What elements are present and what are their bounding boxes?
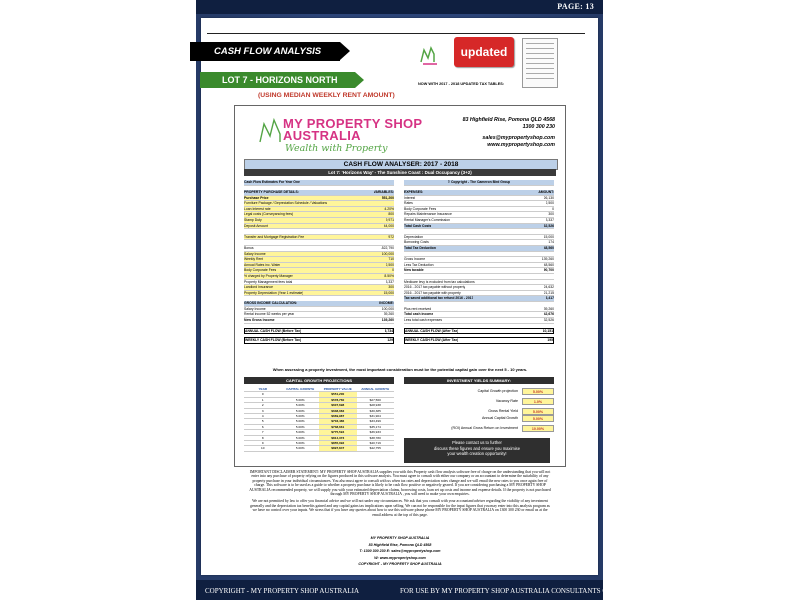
row-label: Rental income 52 weeks per year xyxy=(244,312,295,317)
phone: 1300 300 230 xyxy=(522,123,555,130)
yield-value: 5.00% xyxy=(522,388,554,395)
growth-cell: 5.00% xyxy=(295,435,305,440)
weekly-cash-flow-before-tax xyxy=(244,337,394,344)
growth-cell: 5.00% xyxy=(295,419,305,424)
left-margin xyxy=(0,0,196,600)
lot-subtitle: (USING MEDIAN WEEKLY RENT AMOUNT) xyxy=(258,92,395,99)
growth-cell: 5.00% xyxy=(295,413,305,418)
growth-title: CAPITAL GROWTH PROJECTIONS xyxy=(244,377,394,384)
row-label: Borrowing Costs xyxy=(404,240,429,245)
growth-cell: $42,755 xyxy=(369,446,381,451)
growth-cell: $36,933 xyxy=(369,430,381,435)
growth-cell: 6 xyxy=(261,424,264,429)
row-label: Weekly Rent xyxy=(244,257,264,262)
row-value: 129 xyxy=(387,338,393,343)
header-cell: INCOME: xyxy=(379,301,394,306)
row-value: 8.50% xyxy=(384,273,394,278)
copyright-label-col xyxy=(404,180,554,186)
row-value: 195 xyxy=(547,338,553,343)
growth-cell: $28,938 xyxy=(369,403,381,408)
top-bar xyxy=(196,0,603,14)
email: sales@mypropertyshop.com xyxy=(482,135,555,141)
row-label: Landlord Insurance xyxy=(244,285,274,290)
row-label: Rental Manager's Commission xyxy=(404,217,451,222)
page-number: PAGE: 13 xyxy=(557,2,594,11)
yield-label: Gross Rental Yield xyxy=(488,409,518,413)
row-label: New taxable xyxy=(404,268,424,273)
tax-table-thumbnail xyxy=(522,38,558,88)
growth-header-cell: ANNUAL GROWTH xyxy=(361,387,390,391)
growth-cell: $31,904 xyxy=(369,413,381,418)
growth-cell: $638,083 xyxy=(319,409,357,413)
row-value: 32,526 xyxy=(543,318,554,323)
growth-cell: $35,174 xyxy=(369,424,381,429)
header-cell: PROPERTY PURCHASE DETAILS: xyxy=(244,190,299,194)
yield-label: (ROI) Annual Gross Return on Investment xyxy=(451,426,518,430)
logo-tagline: Wealth with Property xyxy=(285,143,388,154)
logo-title-line-2: AUSTRALIA xyxy=(283,128,361,143)
row-value: 0 xyxy=(552,206,554,211)
yield-row xyxy=(404,425,554,432)
row-label: Loan Interest rate xyxy=(244,206,271,211)
yield-row xyxy=(404,415,554,422)
row-value: 9,971 xyxy=(385,217,394,222)
company-name: MY PROPERTY SHOP AUSTRALIA xyxy=(370,536,430,540)
row-label: Stamp Duty xyxy=(244,217,262,222)
row-label: Legal costs (Conveyancing fees) xyxy=(244,212,294,217)
row-value: 48,560 xyxy=(543,245,554,250)
row-label: Interest xyxy=(404,195,416,200)
lot-banner: LOT 7 - HORIZONS NORTH xyxy=(200,72,355,88)
row-value: 800 xyxy=(388,212,394,217)
header-cell: EXPENSES: xyxy=(404,190,424,194)
row-value: 2,500 xyxy=(545,201,554,206)
purchase-details-table xyxy=(244,190,394,344)
row-label: Salary Income xyxy=(244,306,266,311)
row-value: 0 xyxy=(392,268,394,273)
header-cell: VARIABLES: xyxy=(373,190,394,194)
growth-header-cell: PROPERTY VALUE xyxy=(323,387,352,391)
footer-right: FOR USE BY MY PROPERTY SHOP AUSTRALIA CONSULTANTS ONLY xyxy=(400,587,622,595)
disclaimer xyxy=(248,470,552,517)
row-label: Annual Rates inc. Water xyxy=(244,262,281,267)
row-label: Body Corporate Fees xyxy=(244,268,277,273)
growth-cell: 5.00% xyxy=(295,408,305,413)
copyright-text: © Copyright - The Cameron Bird Group xyxy=(447,180,511,184)
growth-cell: $814,373 xyxy=(319,436,357,440)
growth-cell: 3 xyxy=(261,408,264,413)
row-value: 2,500 xyxy=(385,262,394,267)
growth-cell: $30,385 xyxy=(369,408,381,413)
company-address-block xyxy=(440,117,555,148)
row-label: Salary Income xyxy=(244,251,266,256)
row-label: 2016 - 2017 tax payable with property xyxy=(404,290,461,295)
growth-cell: 4 xyxy=(261,413,264,418)
row-label: Transfer and Mortgage Registration Fee xyxy=(244,234,305,239)
yield-label: Vacancy Rate xyxy=(495,399,518,403)
growth-cell: 5.00% xyxy=(295,440,305,445)
row-label: New Gross Income xyxy=(244,318,275,323)
contact-line-1: Please contact us to further xyxy=(452,440,502,445)
row-value: 6,734 xyxy=(384,328,393,333)
logo-title xyxy=(283,118,422,142)
row-label: Total Cash Costs xyxy=(404,223,432,228)
growth-cell: $38,780 xyxy=(369,435,381,440)
row-value: 10,151 xyxy=(542,328,553,333)
yield-value: 10.00% xyxy=(522,425,554,432)
row-label: Bonus xyxy=(244,245,254,250)
growth-cell: 5.00% xyxy=(295,446,305,451)
row-label: Total Tax Deduction xyxy=(404,245,436,250)
growth-cell: 5.00% xyxy=(295,430,305,435)
yield-label: Annual Capital Growth xyxy=(482,416,518,420)
row-value: 3,337 xyxy=(545,217,554,222)
growth-cell: $775,594 xyxy=(319,430,357,434)
row-label: % charged by Property Manager xyxy=(244,273,293,278)
yield-label: Capital Growth projection xyxy=(477,389,518,393)
estimates-label-col xyxy=(244,180,394,186)
yield-row xyxy=(404,398,554,405)
growth-table xyxy=(244,387,394,452)
row-label: WEEKLY CASH FLOW (After Tax) xyxy=(405,338,459,343)
row-value: 139,260 xyxy=(381,318,394,323)
row-value: 42,676 xyxy=(543,312,554,317)
website: www.mypropertyshop.com xyxy=(487,141,555,148)
row-value: 4.20% xyxy=(384,206,394,211)
growth-cell: $607,698 xyxy=(319,403,357,407)
growth-header-cell: YEAR xyxy=(258,387,268,391)
row-label: Purchase Price xyxy=(244,195,269,200)
contact-line-2: discuss these figures and ensure you maximise xyxy=(433,445,520,451)
growth-cell: 5.00% xyxy=(295,403,305,408)
row-label: Medicare levy is excluded from tax calculations xyxy=(404,279,475,284)
company-website: W: www.mypropertyshop.com xyxy=(374,555,426,560)
company-contact: T: 1300 300 230 E: sales@mypropertyshop.com xyxy=(359,549,441,553)
row-label: Depreciation xyxy=(404,234,424,239)
growth-cell: 1 xyxy=(261,397,264,402)
row-value: 100,000 xyxy=(381,306,394,311)
disclaimer-paragraph-2: We are not permitted by law to offer you financial advice and we will not under any circumstances. We ask that you consult with your accountant/adviser regarding the viability of any investment generally and the depreciation tax benefits gained and any capital gains tax implications upon selling. We can not be responsible for the input figures that you may enter into this analysis program as we have no control over your inputs. We stress that if you have any queries about how to use this software please phone MY PROPERTY SHOP AUSTRALIA on 1300 300 230 or email us at the email address at the top of this page. xyxy=(250,499,550,517)
row-value: 551,200 xyxy=(381,195,394,200)
row-value: 21,215 xyxy=(543,290,554,295)
right-margin xyxy=(603,0,800,600)
analyser-subtitle: Lot 7: 'Horizons Way' - The Sunshine Coast : Dual Occupancy (3+2) xyxy=(244,169,556,176)
growth-cell: $738,661 xyxy=(319,425,357,429)
row-value: 24,632 xyxy=(543,285,554,290)
growth-cell: 2 xyxy=(261,403,264,408)
yield-row xyxy=(404,408,554,415)
header-rule xyxy=(207,33,585,34)
yield-value: 1.0% xyxy=(522,398,554,405)
yields-table xyxy=(404,388,554,432)
row-label: Rates xyxy=(404,201,413,206)
row-value: 39,260 xyxy=(543,306,554,311)
house-logo-icon xyxy=(418,40,442,70)
growth-cell: $669,987 xyxy=(319,414,357,418)
row-value: 300 xyxy=(388,285,394,290)
row-value: 3,417 xyxy=(545,296,554,301)
row-value: 48,560 xyxy=(543,262,554,267)
disclaimer-paragraph-1: IMPORTANT DISCLAIMER STATEMENT: MY PROPERTY SHOP AUSTRALIA supplies you with this Property cash flow analysis software free of charge on the understanding that you will not enter into any purchase of property relying on the figures produced in this software analysis. You must agree to consult with either our company or an accountant to determine the suitability of any property purchase in your individual circumstances. You also must agree to consult with us when tax rates and depreciation rates change and we will email the new rates to you once again free of charge. This software is to be used as a guide to whether a property purchase is likely to be cash flow positive or negatively geared. If you are considering purchasing a MY PROPERTY SHOP AUSTRALIA recommended property, we will supply you with your estimated depreciation claims, borrowing costs, loan set up costs and income and expense details. If the property is not purchased through MY PROPERTY SHOP AUSTRALIA , you will need to make your own enquiries. xyxy=(249,470,551,497)
row-label: ANNUAL CASH FLOW (Before Tax) xyxy=(245,328,302,333)
row-value: 90,700 xyxy=(543,268,554,273)
annual-cash-flow-after-tax xyxy=(404,328,554,335)
growth-row xyxy=(244,446,394,451)
growth-cell: $33,499 xyxy=(369,419,381,424)
row-label: Less total cash expenses xyxy=(404,318,443,323)
growth-cell: $40,719 xyxy=(369,440,381,445)
row-label: Furniture Package / Depreciation Schedule / Valuations xyxy=(244,201,328,206)
row-value: 300 xyxy=(548,212,554,217)
logo-title-line-1: MY PROPERTY SHOP xyxy=(283,116,423,131)
row-label: Repairs Maintenance Insurance xyxy=(404,212,452,217)
growth-header-cell: CAPITAL GROWTH xyxy=(286,387,315,391)
growth-cell: 5.00% xyxy=(295,397,305,402)
row-value: 100,000 xyxy=(381,251,394,256)
growth-cell: $578,760 xyxy=(319,398,357,402)
expenses-table xyxy=(404,190,554,344)
row-value: 972 xyxy=(388,234,394,239)
row-label: Total cash income xyxy=(404,312,434,317)
row-label: WEEKLY CASH FLOW (Before Tax) xyxy=(245,338,302,343)
investment-note: When assessing a property investment, the most important consideration must be the potential capital gain over the next 5 - 10 years. xyxy=(272,367,528,372)
row-label: 2016 - 2017 tax payable without property xyxy=(404,285,466,290)
row-value: 15,000 xyxy=(543,234,554,239)
contact-line-3: your wealth creation opportunity! xyxy=(447,451,507,457)
growth-cell xyxy=(357,392,395,396)
analyser-title: CASH FLOW ANALYSER: 2017 - 2018 xyxy=(244,159,558,170)
growth-cell: $27,560 xyxy=(369,397,381,402)
copyright-label xyxy=(404,180,554,186)
row-label: Body Corporate Fees xyxy=(404,206,437,211)
row-value: 32,526 xyxy=(543,223,554,228)
contact-box xyxy=(404,438,550,463)
row-value: 3,337 xyxy=(385,279,394,284)
row-label: Property Depreciation (Year 1 estimate) xyxy=(244,290,304,295)
growth-cell: 0 xyxy=(261,392,264,397)
row-value: 26,130 xyxy=(543,195,554,200)
header-cell: AMOUNT: xyxy=(538,190,554,194)
footer-left: COPYRIGHT - MY PROPERTY SHOP AUSTRALIA xyxy=(205,587,360,595)
row-label: Less Tax Deduction xyxy=(404,262,434,267)
growth-cell xyxy=(282,392,320,396)
weekly-cash-flow-after-tax xyxy=(404,337,554,344)
estimates-label xyxy=(244,180,394,186)
growth-cell: 5.00% xyxy=(295,424,305,429)
growth-cell: $855,092 xyxy=(319,441,357,445)
company-copyright: COPYRIGHT - MY PROPERTY SHOP AUSTRALIA xyxy=(358,562,442,566)
growth-cell: 7 xyxy=(261,430,264,435)
growth-cell: $551,200 xyxy=(319,392,357,396)
row-label: ANNUAL CASH FLOW (After Tax) xyxy=(405,328,459,333)
yield-value: 5.00% xyxy=(522,415,554,422)
row-label: Property Management fees total xyxy=(244,279,293,284)
growth-cell: $703,486 xyxy=(319,419,357,423)
row-label: Tax saved additional tax refund 2016 - 2017 xyxy=(404,296,474,301)
annual-cash-flow-before-tax xyxy=(244,328,394,335)
estimates-text: Cash Flow Estimates For Year One xyxy=(244,180,300,184)
row-value: 15,000 xyxy=(383,290,394,295)
header-cell: GROSS INCOME CALCULATION: xyxy=(244,301,298,306)
growth-cell: 8 xyxy=(261,435,264,440)
row-value: 44,000 xyxy=(383,223,394,228)
growth-cell: $897,847 xyxy=(319,446,357,450)
yield-value: 5.00% xyxy=(522,408,554,415)
yields-title: INVESTMENT YIELDS SUMMARY: xyxy=(404,377,554,384)
row-label: Gross Income xyxy=(404,257,426,262)
row-label: Plus rent received xyxy=(404,306,432,311)
updated-badge: updated xyxy=(454,37,514,67)
new-tax-note: NOW WITH 2017 - 2018 UPDATED TAX TABLES: xyxy=(418,82,505,86)
company-address: 83 Highfield Rise, Pomona QLD 4568 xyxy=(368,542,432,547)
cash-flow-banner: CASH FLOW ANALYSIS xyxy=(190,42,340,61)
row-value: 710 xyxy=(388,257,394,262)
growth-cell: 9 xyxy=(261,440,264,445)
growth-cell: 5 xyxy=(261,419,264,424)
row-value: -522,790 xyxy=(380,245,394,250)
row-value: 139,260 xyxy=(541,257,554,262)
row-label: Deposit Amount xyxy=(244,223,268,228)
address: 83 Highfield Rise, Pomona QLD 4568 xyxy=(462,117,555,123)
growth-cell: 10 xyxy=(261,446,265,451)
row-value: 39,260 xyxy=(383,312,394,317)
row-value: 174 xyxy=(548,240,554,245)
company-footer xyxy=(330,535,470,568)
yield-row xyxy=(404,388,554,395)
